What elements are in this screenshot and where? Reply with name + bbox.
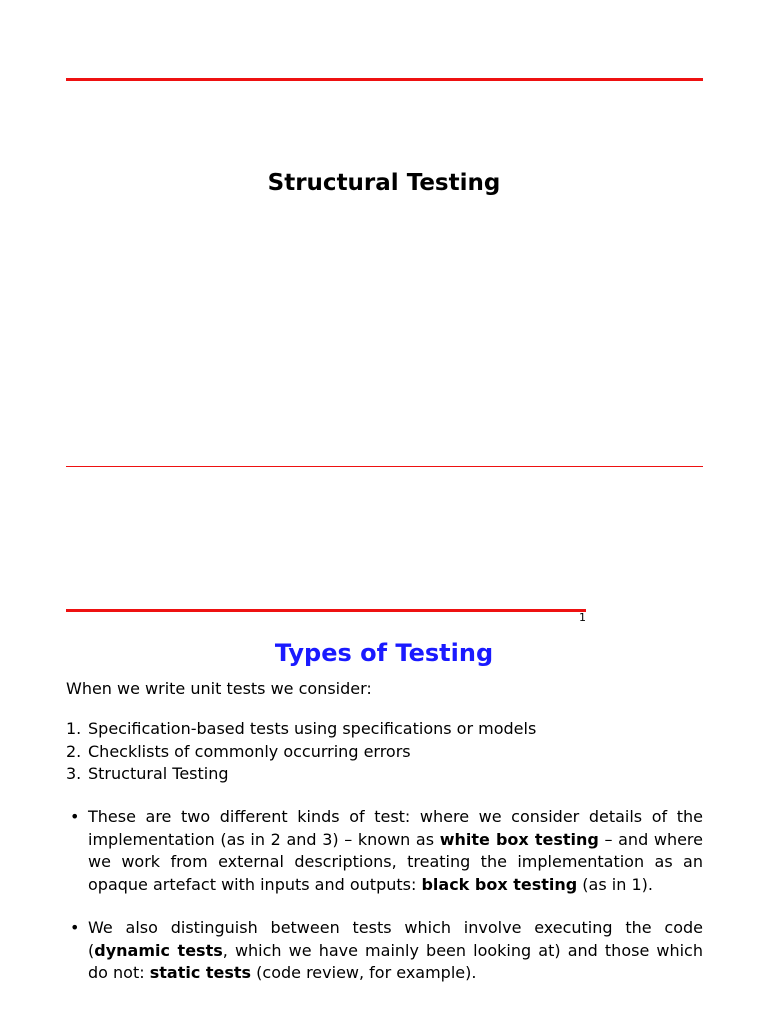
list-item [66,917,703,985]
numbered-list [66,718,703,786]
list-item [66,806,703,896]
bullet-icon: • [70,807,80,826]
bullet-text: These are two different kinds of test: where we consider details of the implementation (as in 2 and 3) – known as white box testing – and where we work from external descriptions, treating the implementation as an opaque artefact with inputs and outputs: black box testing (as in 1). [88,807,703,894]
bullet-text: We also distinguish between tests which involve executing the code (dynamic tests, which we have mainly been looking at) and those which do not: static tests (code review, for example). [88,918,703,982]
list-item: 3. Structural Testing [66,764,229,783]
section-title: Types of Testing [274,639,494,667]
bullet-list [66,806,703,1006]
list-item: 2. Checklists of commonly occurring errors [66,741,411,761]
slide-title: Structural Testing [267,170,501,196]
top-rule [66,78,703,81]
intro-text: When we write unit tests we consider: [66,679,372,698]
page-number: 1 [579,611,586,624]
bullet-icon: • [70,918,80,937]
list-item: 1. Specification-based tests using specifications or models [66,719,537,738]
bottom-rule [66,466,703,467]
section-rule [66,609,586,612]
